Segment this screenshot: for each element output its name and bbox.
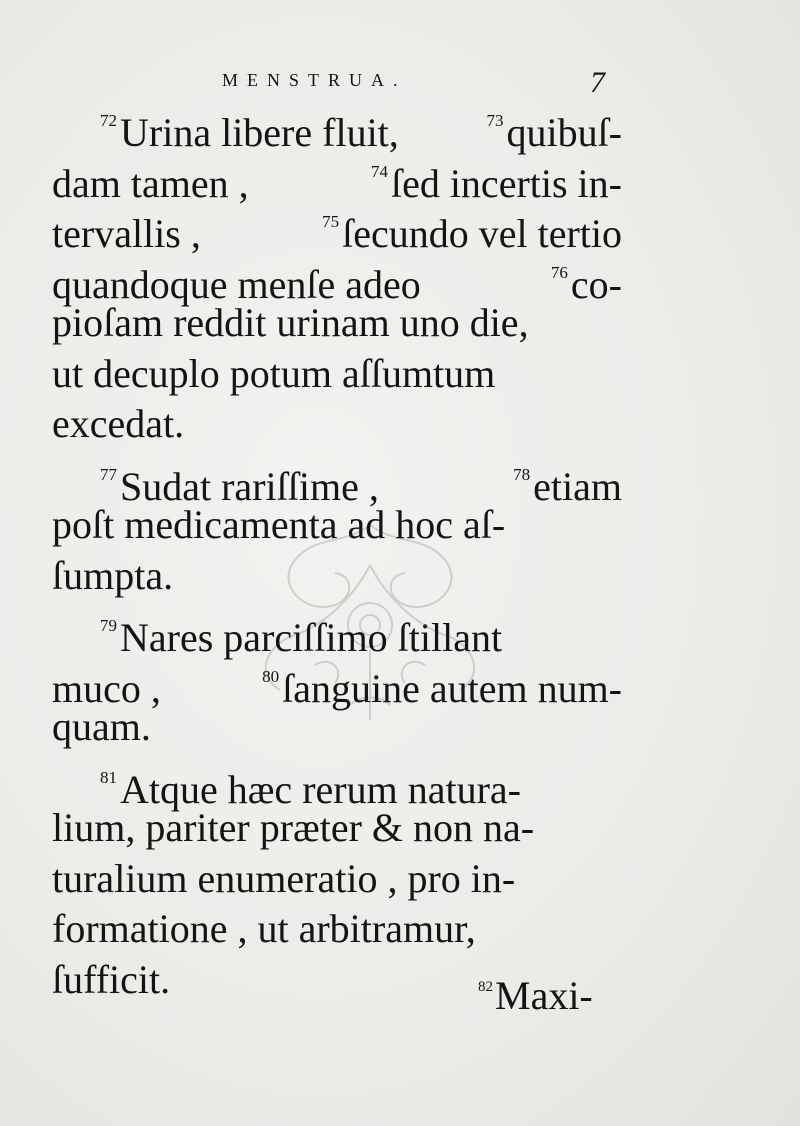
running-head: MENSTRUA. (222, 70, 407, 90)
text-line (52, 399, 622, 450)
text-segment: ſanguine autem num- (282, 665, 622, 711)
text-segment: dam tamen , (52, 160, 249, 206)
footnote-marker: 72 (100, 111, 117, 130)
text-segment: ut decuplo potum aſſumtum (52, 350, 496, 396)
text-line (52, 854, 622, 905)
text-line (52, 349, 622, 400)
footnote-marker: 77 (100, 464, 117, 484)
footnote-marker: 76 (550, 262, 568, 282)
footnote-marker: 82 (478, 979, 493, 995)
numbered-segment (262, 652, 622, 715)
footnote-marker: 74 (370, 161, 388, 181)
paragraph-first-line (52, 601, 622, 660)
text-segment: quam. (52, 704, 151, 749)
text-segment: co- (570, 261, 622, 307)
text-segment: Urina libere fluit, (120, 110, 399, 155)
text-segment: pioſam reddit urinam uno die, (52, 300, 529, 345)
paragraph-first-line (52, 450, 622, 509)
numbered-segment (513, 450, 622, 513)
numbered-segment (551, 248, 622, 311)
body-text (52, 96, 622, 1005)
paragraph-first-line (52, 96, 622, 155)
paragraph-first-line (52, 753, 622, 812)
catchword-text: Maxi- (495, 973, 593, 1018)
text-segment: tervallis , (52, 211, 201, 256)
text-segment: poſt medicamenta ad hoc aſ- (52, 502, 506, 547)
footnote-marker: 81 (100, 767, 117, 787)
footnote-marker: 79 (100, 616, 117, 635)
text-segment: ſed incertis in- (390, 160, 622, 206)
catchword (478, 972, 593, 1019)
text-line (52, 904, 622, 955)
text-segment: quandoque menſe adeo (52, 261, 421, 307)
text-segment: ſumpta. (52, 552, 174, 598)
text-segment: ſufficit. (52, 956, 171, 1002)
text-segment: quibuſ- (506, 110, 622, 155)
footnote-marker: 73 (486, 111, 504, 130)
text-segment: excedat. (52, 401, 185, 446)
text-segment: lium, pariter præter & non na- (52, 805, 535, 850)
text-segment: muco , (52, 665, 161, 711)
footnote-marker: 75 (322, 212, 340, 231)
text-segment: formatione , ut arbitramur, (52, 906, 476, 951)
text-segment: Nares parciſſimo ſtillant (120, 615, 503, 660)
page-number: 7 (590, 66, 605, 99)
footnote-marker: 80 (262, 666, 280, 686)
text-segment: Atque hæc rerum natura- (120, 766, 521, 812)
text-segment: Sudat rariſſime , (120, 463, 379, 509)
text-line (52, 298, 622, 349)
text-segment: turalium enumeratio , pro in- (52, 855, 516, 901)
numbered-segment (100, 96, 399, 159)
text-segment: etiam (533, 463, 622, 509)
footnote-marker: 78 (513, 464, 531, 484)
text-segment: ſecundo vel tertio (342, 211, 622, 256)
text-line (52, 551, 622, 602)
text-line (52, 803, 622, 854)
